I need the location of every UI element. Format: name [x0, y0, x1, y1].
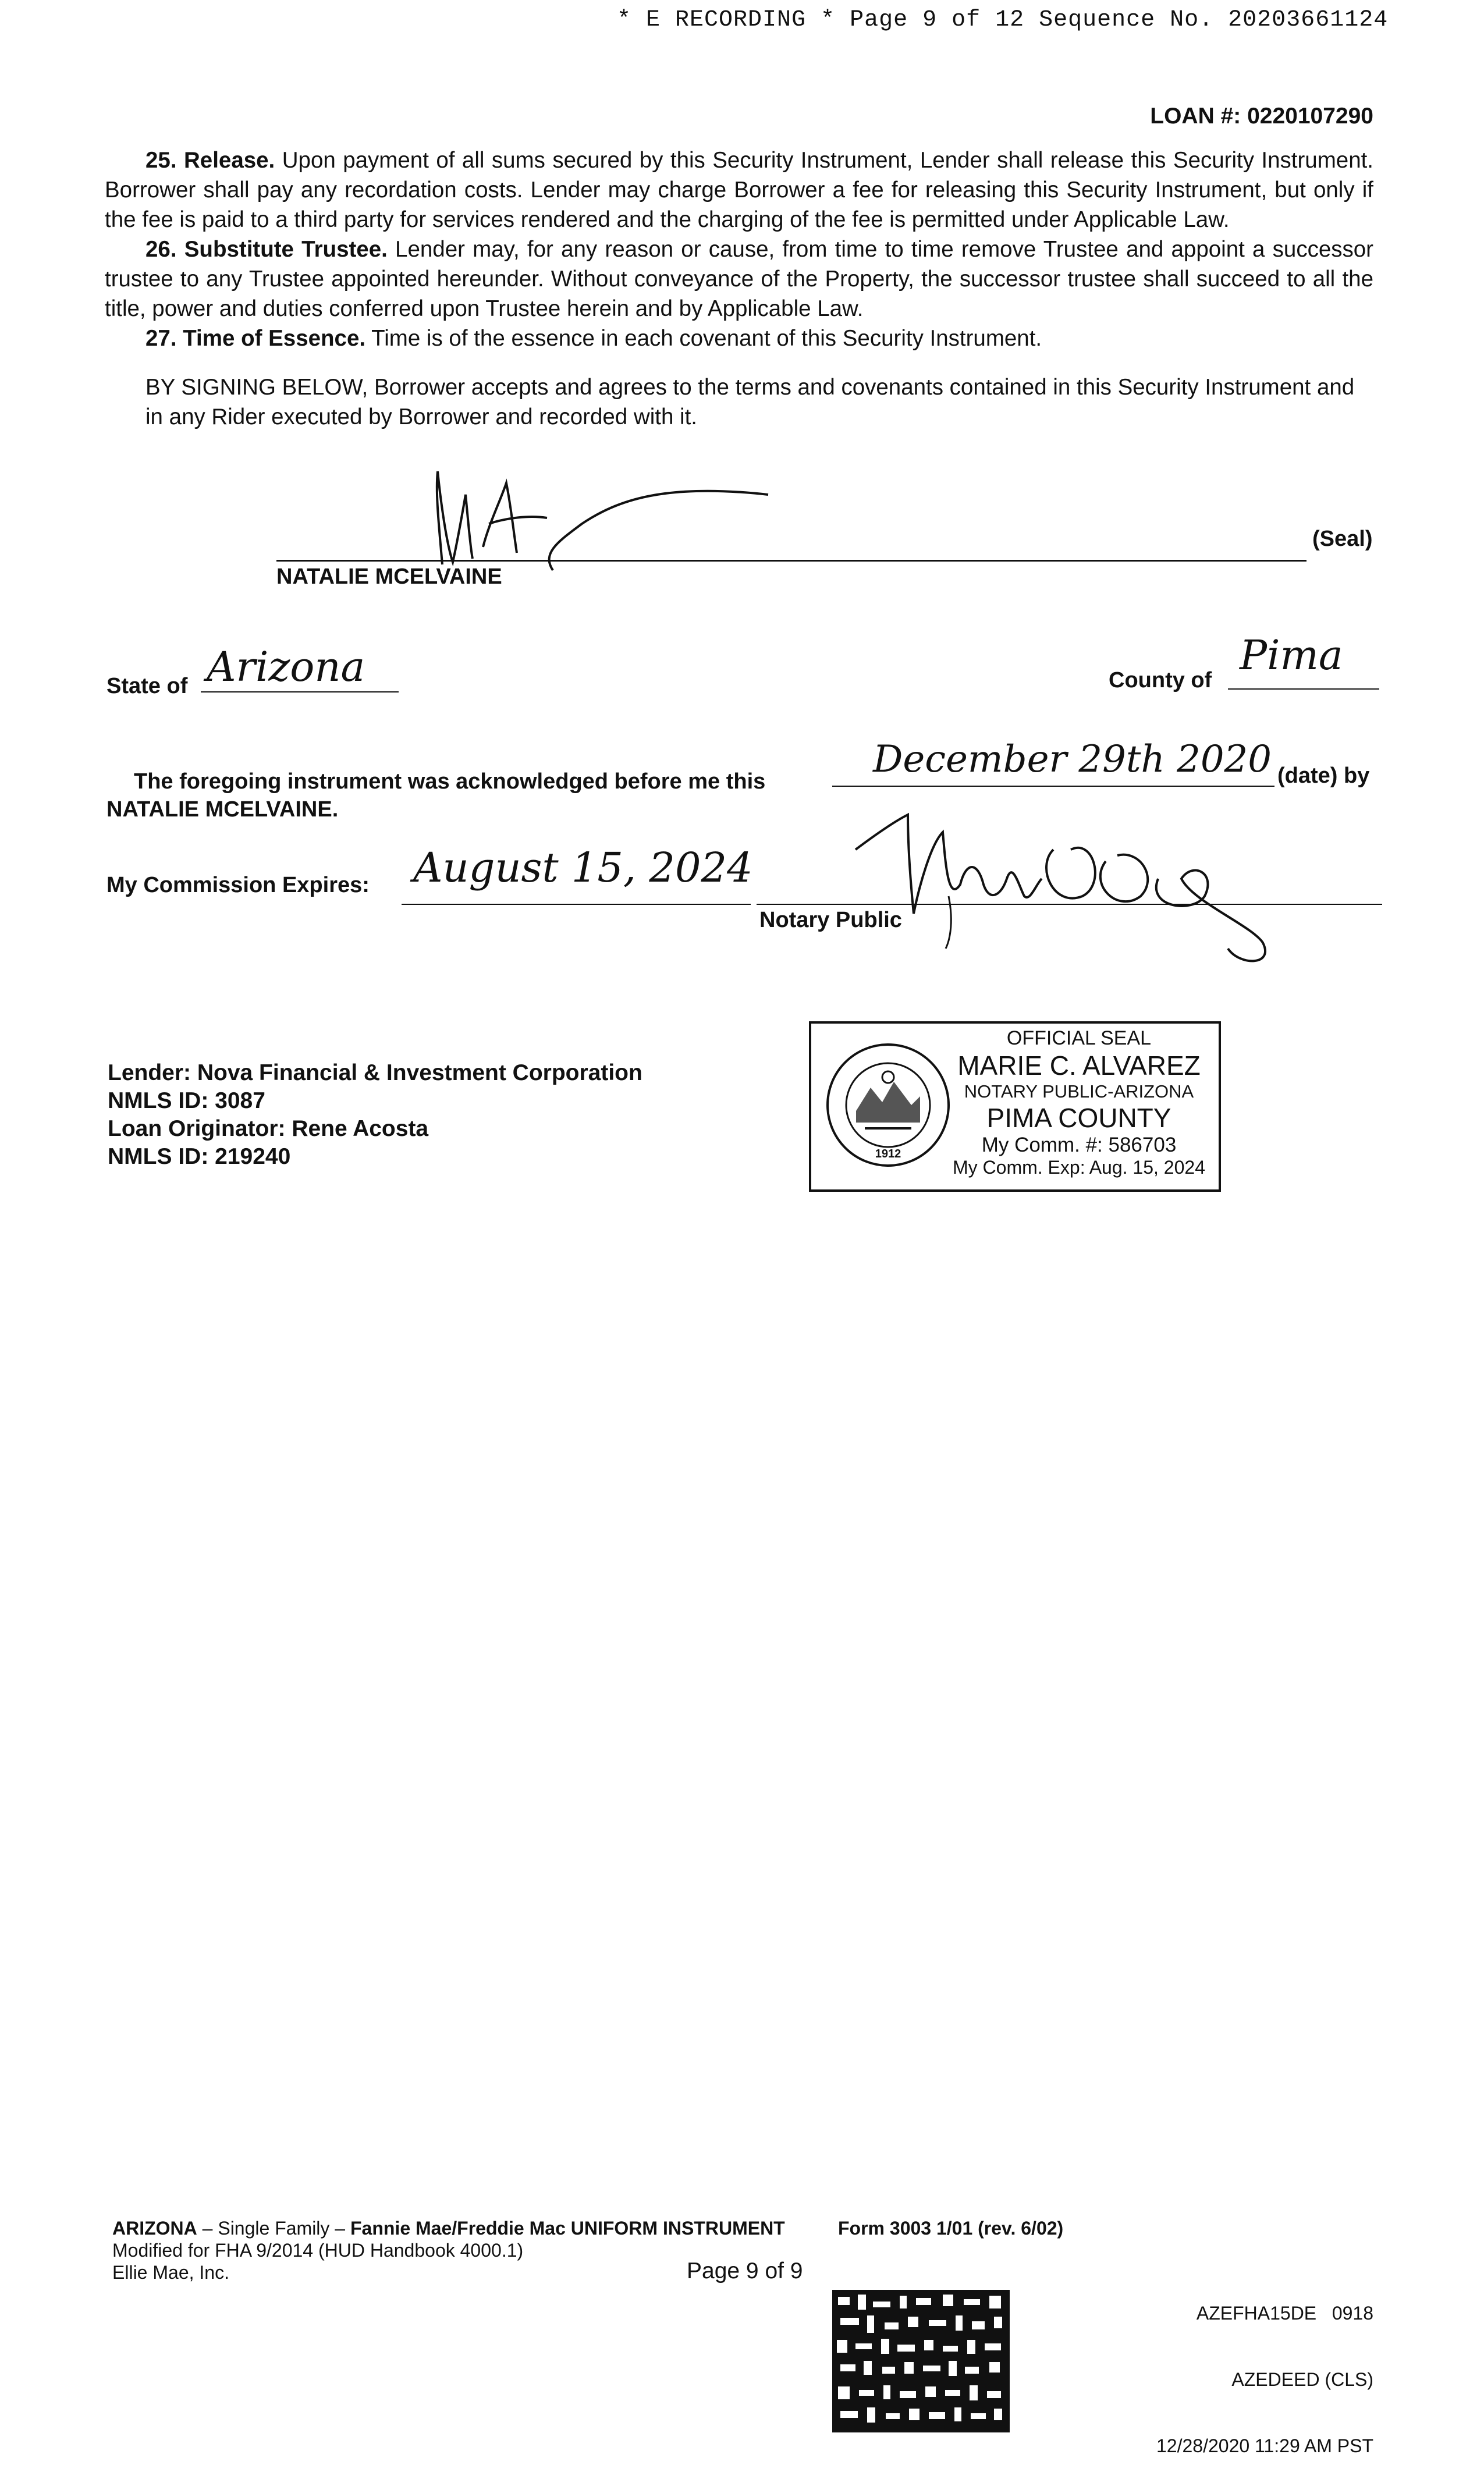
notary-signature	[844, 797, 1344, 966]
borrower-signature	[407, 460, 803, 576]
seal-label: (Seal)	[1312, 527, 1373, 551]
footer-line-2: Modified for FHA 9/2014 (HUD Handbook 4000.1)	[112, 2240, 524, 2261]
notary-role: NOTARY PUBLIC-ARIZONA	[964, 1081, 1194, 1102]
county-line	[1228, 688, 1379, 690]
recording-header: * E RECORDING * Page 9 of 12 Sequence No. 20203661124	[617, 7, 1389, 33]
seal-year: 1912	[875, 1148, 901, 1160]
footer-page-number: Page 9 of 9	[687, 2258, 803, 2283]
loan-number: LOAN #: 0220107290	[1150, 104, 1373, 129]
section-heading: Release.	[184, 148, 275, 173]
footer-code-3: 12/28/2020 11:29 AM PST	[1156, 2435, 1373, 2456]
footer-sep: – Single Family –	[197, 2218, 350, 2239]
section-text: Lender may, for any reason or cause, from time to time remove Trustee and appoint a successor trustee to any Trustee appointed hereunder. Without conveyance of the Property, the successor trustee shall succeed to all the title, power and duties conferred upon Trustee herein and by Applicable Law.	[105, 237, 1373, 321]
commission-label: My Commission Expires:	[106, 873, 370, 897]
county-value: Pima	[1240, 631, 1343, 679]
county-label: County of	[1109, 668, 1212, 692]
footer-code-2: AZEDEED (CLS)	[1231, 2369, 1373, 2390]
acknowledged-name: NATALIE MCELVAINE.	[106, 797, 339, 822]
state-value: Arizona	[207, 643, 365, 691]
state-label: State of	[106, 674, 188, 698]
official-seal-stamp	[809, 1021, 1221, 1192]
commission-line	[402, 904, 751, 905]
section-heading: Substitute Trustee.	[184, 237, 388, 262]
section-number: 26.	[145, 237, 177, 262]
seal-title: OFFICIAL SEAL	[1006, 1027, 1152, 1049]
footer-line-1	[112, 2217, 785, 2239]
section-26	[105, 235, 1373, 324]
section-text: Upon payment of all sums secured by this Security Instrument, Lender shall release this Security Instrument. Borrower shall pay any recordation costs. Lender may charge Borrower a fee for releasing this Security Instrument, but only if the fee is paid to a third party for services rendered and the charging of the fee is permitted under Applicable Law.	[105, 148, 1373, 232]
state-line	[201, 691, 399, 692]
footer-form: Form 3003 1/01 (rev. 6/02)	[838, 2218, 1064, 2239]
section-25	[105, 145, 1373, 235]
commission-number: My Comm. #: 586703	[981, 1134, 1177, 1156]
state-seal-emblem	[824, 1041, 952, 1169]
acknowledgment-date: December 29th 2020	[873, 738, 1272, 781]
footer-instrument: Fannie Mae/Freddie Mac UNIFORM INSTRUMENT	[350, 2218, 785, 2239]
commission-expires-value: August 15, 2024	[413, 844, 753, 892]
notary-county: PIMA COUNTY	[986, 1103, 1171, 1133]
lender-nmls: NMLS ID: 3087	[108, 1088, 265, 1113]
originator-nmls: NMLS ID: 219240	[108, 1144, 291, 1169]
section-27	[105, 324, 1373, 353]
section-number: 25.	[145, 148, 177, 173]
footer-line-3: Ellie Mae, Inc.	[112, 2262, 229, 2283]
section-heading: Time of Essence.	[183, 326, 366, 351]
loan-originator: Loan Originator: Rene Acosta	[108, 1116, 429, 1141]
section-text: Time is of the essence in each covenant of this Security Instrument.	[371, 326, 1042, 351]
date-suffix: (date) by	[1277, 763, 1370, 788]
acknowledgment-text: The foregoing instrument was acknowledged before me this	[134, 769, 766, 794]
notary-public-label: Notary Public	[759, 908, 902, 932]
seal-text-block	[945, 1027, 1213, 1178]
signing-statement	[105, 372, 1373, 432]
lender-name: Lender: Nova Financial & Investment Corporation	[108, 1060, 642, 1085]
notary-name: MARIE C. ALVAREZ	[957, 1050, 1201, 1081]
borrower-name: NATALIE MCELVAINE	[276, 564, 502, 589]
footer-codes	[1156, 2258, 1373, 2479]
barcode-image	[832, 2290, 1010, 2432]
borrower-signature-line	[276, 560, 1307, 562]
lender-info	[108, 1059, 642, 1171]
date-line	[832, 786, 1274, 787]
commission-expiration: My Comm. Exp: Aug. 15, 2024	[953, 1157, 1205, 1178]
footer-code-1: AZEFHA15DE 0918	[1196, 2303, 1373, 2324]
footer-state: ARIZONA	[112, 2218, 197, 2239]
section-number: 27.	[145, 326, 177, 351]
signing-text: BY SIGNING BELOW, Borrower accepts and agrees to the terms and covenants contained in this Security Instrument and in any Rider executed by Borrower and recorded with it.	[145, 375, 1355, 429]
